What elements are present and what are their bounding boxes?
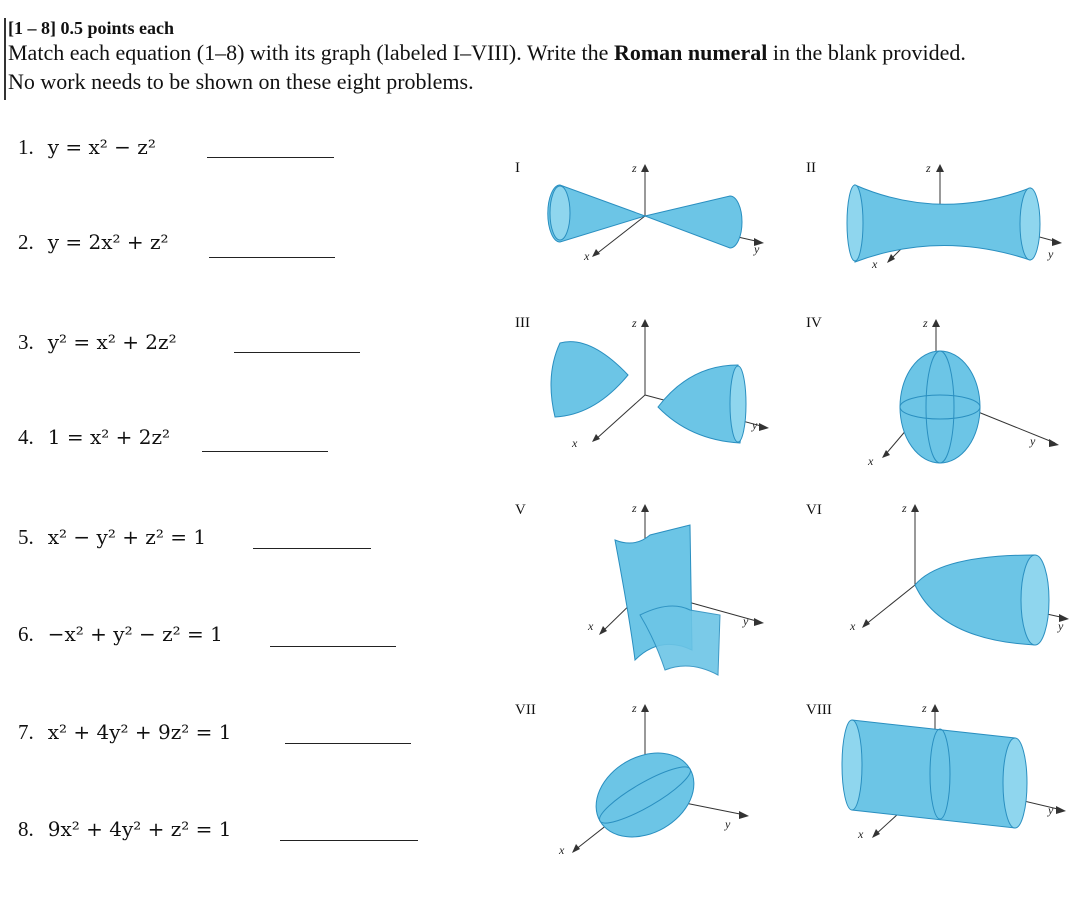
- equation: −x² + y² − z² = 1: [47, 622, 223, 646]
- axis-label-x: x: [850, 619, 856, 633]
- graph-label-VII: VII: [515, 702, 536, 718]
- instruction-bold: Roman numeral: [613, 40, 768, 65]
- question-6: [18, 622, 223, 647]
- axis-label-x: x: [572, 436, 578, 450]
- axis-label-y: y: [743, 614, 749, 628]
- answer-blank-6[interactable]: [270, 646, 396, 647]
- equation: x² − y² + z² = 1: [47, 525, 207, 549]
- question-number: 6.: [18, 622, 34, 646]
- question-2: [18, 230, 169, 255]
- axis-label-x: x: [588, 619, 594, 633]
- equation: y = 2x² + z²: [47, 230, 169, 254]
- instruction-line-2: No work needs to be shown on these eight problems.: [8, 69, 474, 94]
- answer-blank-5[interactable]: [253, 548, 371, 549]
- answer-blank-8[interactable]: [280, 840, 418, 841]
- answer-blank-3[interactable]: [234, 352, 360, 353]
- axis-label-y: y: [1048, 803, 1054, 817]
- axis-label-z: z: [902, 501, 907, 515]
- instructions-header: [8, 18, 1080, 96]
- graph-label-VIII: VIII: [806, 702, 832, 718]
- left-margin-rule: [4, 18, 6, 100]
- axis-label-z: z: [632, 701, 637, 715]
- graph-label-II: II: [806, 160, 816, 176]
- axis-label-x: x: [559, 843, 565, 857]
- axis-label-y: y: [754, 242, 760, 256]
- axis-label-x: x: [868, 454, 874, 465]
- question-1: [18, 135, 156, 160]
- graph-label-IV: IV: [806, 315, 822, 331]
- axis-label-y: y: [1058, 619, 1064, 633]
- graph-label-V: V: [515, 502, 526, 518]
- axis-label-y: y: [725, 817, 731, 831]
- question-3: [18, 330, 177, 355]
- axis-label-z: z: [926, 161, 931, 175]
- question-7: [18, 720, 232, 745]
- axis-label-y: y: [1030, 434, 1036, 448]
- graph-V-hyperboloid-sheet: [580, 500, 770, 680]
- axis-label-z: z: [632, 161, 637, 175]
- graph-VII-ellipsoid: [555, 700, 755, 860]
- axis-label-z: z: [922, 701, 927, 715]
- graph-VIII-cylinder: [840, 700, 1070, 850]
- instruction-line-1: [8, 38, 1080, 67]
- question-number: 8.: [18, 817, 34, 841]
- equation: x² + 4y² + 9z² = 1: [47, 720, 232, 744]
- equation: 9x² + 4y² + z² = 1: [47, 817, 232, 841]
- axis-label-z: z: [632, 316, 637, 330]
- answer-blank-2[interactable]: [209, 257, 335, 258]
- answer-blank-4[interactable]: [202, 451, 328, 452]
- answer-blank-1[interactable]: [207, 157, 334, 158]
- axis-label-y: y: [752, 418, 758, 432]
- axis-label-x: x: [584, 249, 590, 263]
- points-label: [1 – 8] 0.5 points each: [8, 18, 174, 38]
- equation: y = x² − z²: [47, 135, 156, 159]
- graph-II-hyperboloid: [840, 160, 1065, 275]
- graph-I-double-cone: [540, 160, 780, 270]
- graph-label-VI: VI: [806, 502, 822, 518]
- question-number: 2.: [18, 230, 34, 254]
- question-8: [18, 817, 232, 842]
- graph-IV-ellipsoid: [860, 315, 1060, 465]
- axis-label-x: x: [858, 827, 864, 841]
- question-number: 4.: [18, 425, 34, 449]
- question-4: [18, 425, 170, 450]
- question-number: 3.: [18, 330, 34, 354]
- graph-label-I: I: [515, 160, 520, 176]
- question-number: 7.: [18, 720, 34, 744]
- equation: y² = x² + 2z²: [47, 330, 177, 354]
- graph-VI-paraboloid: [840, 500, 1070, 650]
- axis-label-z: z: [923, 316, 928, 330]
- equation: 1 = x² + 2z²: [47, 425, 170, 449]
- question-5: [18, 525, 206, 550]
- graph-label-III: III: [515, 315, 530, 331]
- question-number: 1.: [18, 135, 34, 159]
- axis-label-y: y: [1048, 247, 1054, 261]
- axis-label-x: x: [872, 257, 878, 271]
- instruction-text-end: in the blank provided.: [767, 40, 966, 65]
- instruction-text: Match each equation (1–8) with its graph (labeled I–VIII). Write the: [8, 40, 614, 65]
- answer-blank-7[interactable]: [285, 743, 411, 744]
- graph-III-two-sheets: [540, 315, 780, 450]
- axis-label-z: z: [632, 501, 637, 515]
- question-number: 5.: [18, 525, 34, 549]
